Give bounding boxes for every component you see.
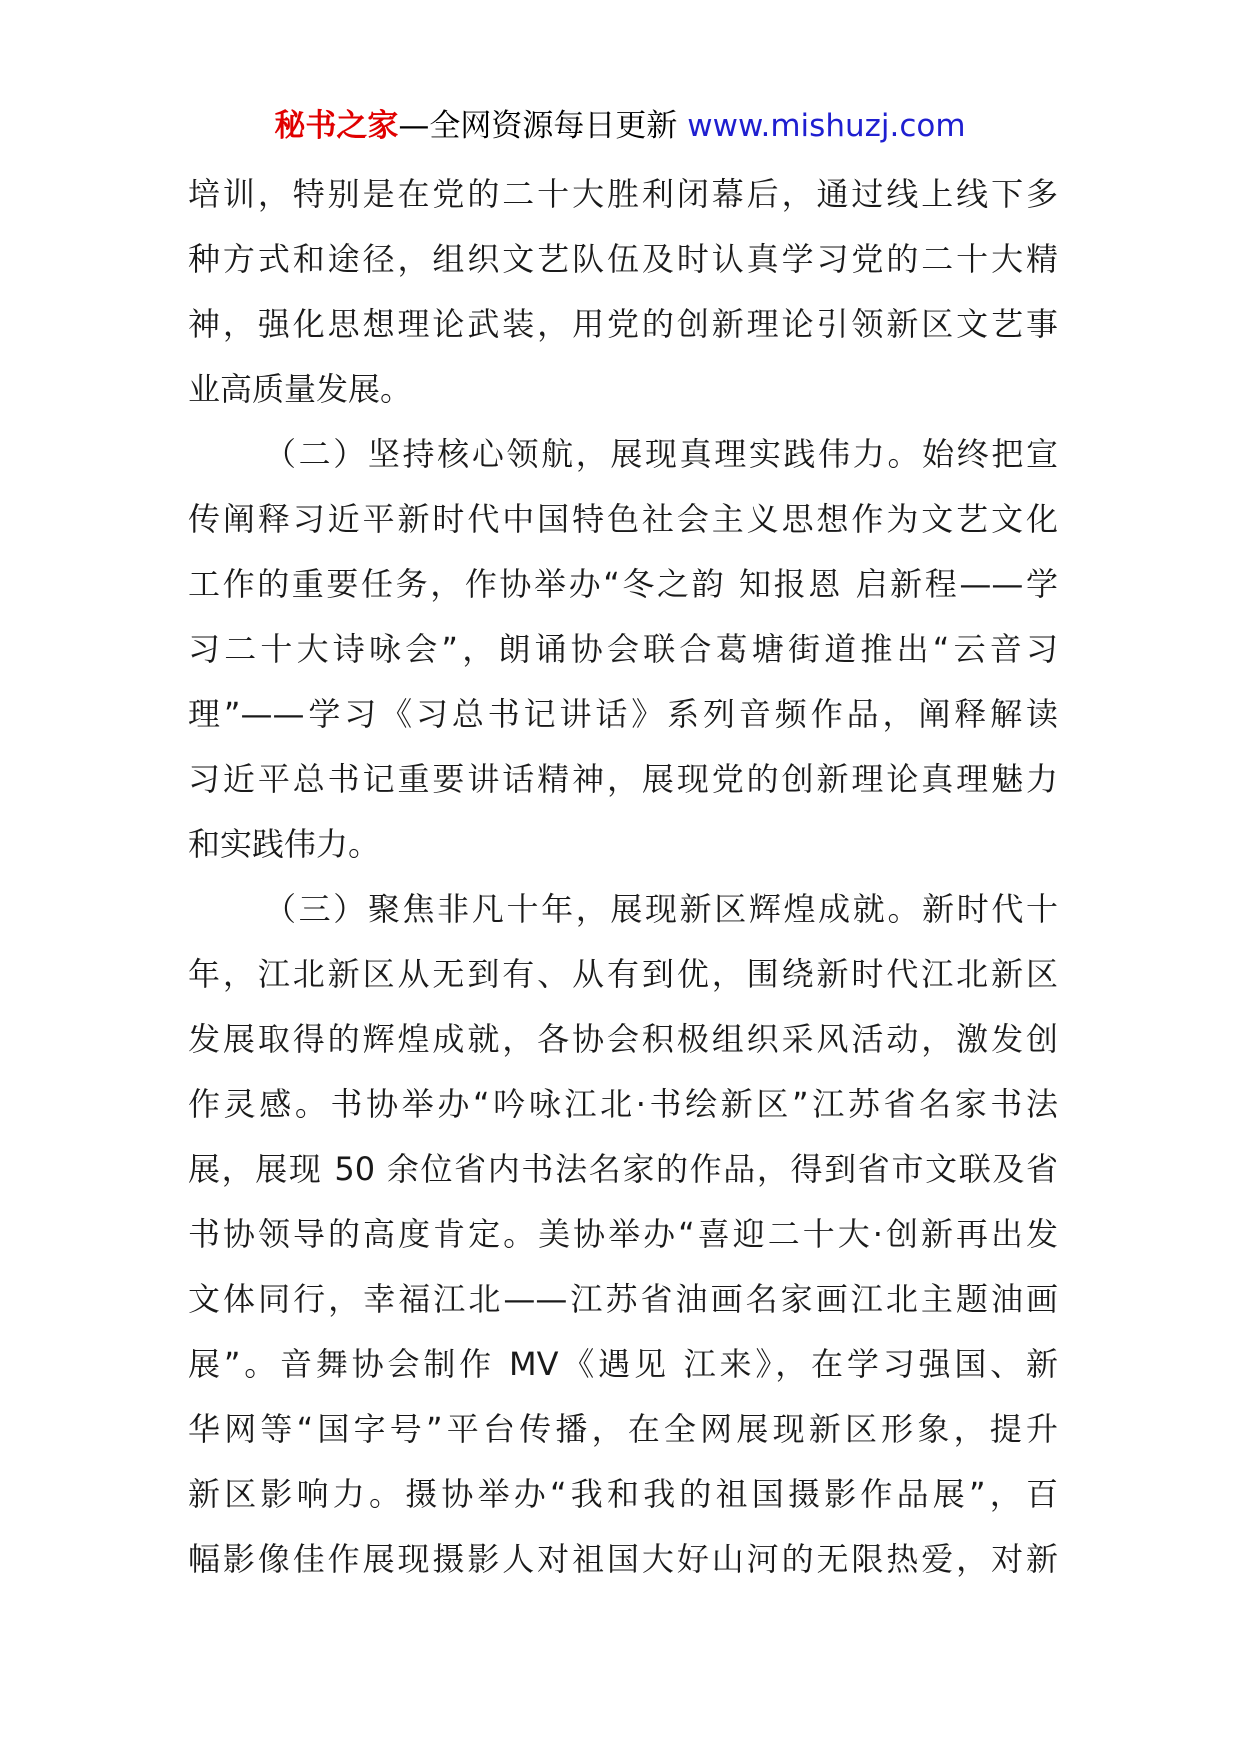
body-line: 理”——学习《习总书记讲话》系列音频作品，阐释解读 xyxy=(188,695,1058,733)
body-line: 书协领导的高度肯定。美协举办“喜迎二十大·创新再出发 xyxy=(188,1215,1058,1253)
body-line: 种方式和途径，组织文艺队伍及时认真学习党的二十大精 xyxy=(188,240,1058,278)
site-header xyxy=(0,104,1240,148)
site-url[interactable]: www.mishuzj.com xyxy=(687,108,966,144)
body-line: 展，展现 50 余位省内书法名家的作品，得到省市文联及省 xyxy=(188,1150,1058,1188)
body-line: 文体同行，幸福江北——江苏省油画名家画江北主题油画 xyxy=(188,1280,1058,1318)
body-line: 新区影响力。摄协举办“我和我的祖国摄影作品展”，百 xyxy=(188,1475,1058,1513)
body-line: 幅影像佳作展现摄影人对祖国大好山河的无限热爱，对新 xyxy=(188,1540,1058,1578)
body-line: 华网等“国字号”平台传播，在全网展现新区形象，提升 xyxy=(188,1410,1058,1448)
body-line: 神，强化思想理论武装，用党的创新理论引领新区文艺事 xyxy=(188,305,1058,343)
body-line: 工作的重要任务，作协举办“冬之韵 知报恩 启新程——学 xyxy=(188,565,1058,603)
body-line: 和实践伟力。 xyxy=(188,825,381,863)
body-line: 展”。音舞协会制作 MV《遇见 江来》，在学习强国、新 xyxy=(188,1345,1058,1383)
site-brand: 秘书之家 xyxy=(274,108,399,144)
body-line: 年，江北新区从无到有、从有到优，围绕新时代江北新区 xyxy=(188,955,1058,993)
document-body xyxy=(188,162,1058,1592)
body-line: 培训，特别是在党的二十大胜利闭幕后，通过线上线下多 xyxy=(188,175,1058,213)
site-slogan: —全网资源每日更新 xyxy=(398,108,678,144)
body-line: 习近平总书记重要讲话精神，展现党的创新理论真理魅力 xyxy=(188,760,1058,798)
body-line: 习二十大诗咏会”，朗诵协会联合葛塘街道推出“云音习 xyxy=(188,630,1058,668)
body-line: 业高质量发展。 xyxy=(188,370,413,408)
body-line: 发展取得的辉煌成就，各协会积极组织采风活动，激发创 xyxy=(188,1020,1058,1058)
body-line: 作灵感。书协举办“吟咏江北·书绘新区”江苏省名家书法 xyxy=(188,1085,1058,1123)
paragraph-first-line: （二）坚持核心领航，展现真理实践伟力。始终把宣 xyxy=(264,435,1058,473)
body-line: 传阐释习近平新时代中国特色社会主义思想作为文艺文化 xyxy=(188,500,1058,538)
paragraph-first-line: （三）聚焦非凡十年，展现新区辉煌成就。新时代十 xyxy=(264,890,1058,928)
